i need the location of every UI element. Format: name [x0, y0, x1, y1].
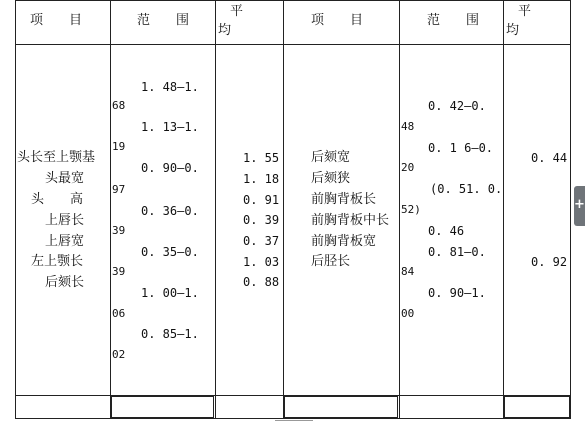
footer-cell-4	[284, 396, 398, 418]
right-range-fragment: 84	[401, 265, 415, 278]
footer-cell-6	[504, 396, 570, 418]
right-range: 0. 42—0.	[428, 99, 486, 113]
plus-icon[interactable]: +	[574, 197, 585, 212]
left-range: 0. 85—1.	[141, 327, 199, 341]
left-range: 0. 35—0.	[141, 245, 199, 259]
left-range: 0. 36—0.	[141, 204, 199, 218]
left-range-fragment: 68	[112, 99, 126, 112]
left-range-fragment: 19	[112, 140, 126, 153]
left-item: 后颏长	[45, 275, 85, 290]
right-item: 前胸背板中长	[311, 213, 390, 228]
left-average: 1. 03	[243, 255, 280, 269]
right-range: 0. 46	[428, 224, 465, 238]
right-range-fragment: 48	[401, 120, 415, 133]
right-item: 后胫长	[311, 254, 351, 269]
bottom-marker	[275, 420, 313, 421]
left-range-fragment: 02	[112, 348, 126, 361]
left-average: 0. 91	[243, 193, 280, 207]
header-range-right: 范 围	[427, 13, 480, 28]
left-average: 0. 37	[243, 234, 280, 248]
footer-cell-2	[111, 396, 214, 418]
right-average: 0. 44	[531, 151, 568, 165]
left-range-fragment: 06	[112, 307, 126, 320]
right-item: 前胸背板宽	[311, 234, 377, 249]
header-avg-left-bottom: 均	[218, 23, 232, 38]
left-range: 1. 00—1.	[141, 286, 199, 300]
left-item: 左上颚长	[31, 254, 84, 269]
col-line-2	[215, 0, 216, 419]
table-top-border	[15, 0, 571, 1]
right-range: (0. 51. 0.	[430, 182, 503, 196]
header-item-right: 项 目	[311, 13, 364, 28]
expand-tab[interactable]	[574, 186, 585, 226]
left-item: 头长至上颚基	[17, 150, 96, 165]
left-average: 1. 55	[243, 151, 280, 165]
right-range-fragment: 20	[401, 161, 415, 174]
left-range-fragment: 39	[112, 265, 126, 278]
left-range-fragment: 97	[112, 183, 126, 196]
left-range: 1. 13—1.	[141, 120, 199, 134]
left-item: 上唇长	[45, 213, 85, 228]
right-average: 0. 92	[531, 255, 568, 269]
left-average: 0. 39	[243, 213, 280, 227]
header-item-left: 项 目	[30, 13, 83, 28]
right-range: 0. 1 6—0.	[428, 141, 494, 155]
header-avg-right-bottom: 均	[506, 23, 520, 38]
right-item: 后颏狭	[311, 171, 351, 186]
right-item: 前胸背板长	[311, 192, 377, 207]
right-range: 0. 90—1.	[428, 286, 486, 300]
left-average: 1. 18	[243, 172, 280, 186]
right-range-fragment: 52)	[401, 203, 421, 216]
col-line-5	[503, 0, 504, 419]
left-item: 头 高	[31, 192, 84, 207]
table-bottom-border	[15, 418, 571, 419]
left-range-fragment: 39	[112, 224, 126, 237]
col-line-0	[15, 0, 16, 419]
left-average: 0. 88	[243, 275, 280, 289]
left-range: 1. 48—1.	[141, 80, 199, 94]
left-range: 0. 90—0.	[141, 161, 199, 175]
left-item: 上唇宽	[45, 234, 85, 249]
header-avg-left-top: 平	[230, 4, 244, 19]
header-avg-right-top: 平	[518, 4, 532, 19]
col-line-6	[570, 0, 571, 419]
right-range: 0. 81—0.	[428, 245, 486, 259]
header-divider	[15, 44, 571, 45]
left-item: 头最宽	[45, 171, 85, 186]
header-range-left: 范 围	[137, 13, 190, 28]
col-line-1	[110, 0, 111, 419]
right-range-fragment: 00	[401, 307, 415, 320]
right-item: 后颏宽	[311, 150, 351, 165]
col-line-4	[399, 0, 400, 419]
col-line-3	[283, 0, 284, 419]
